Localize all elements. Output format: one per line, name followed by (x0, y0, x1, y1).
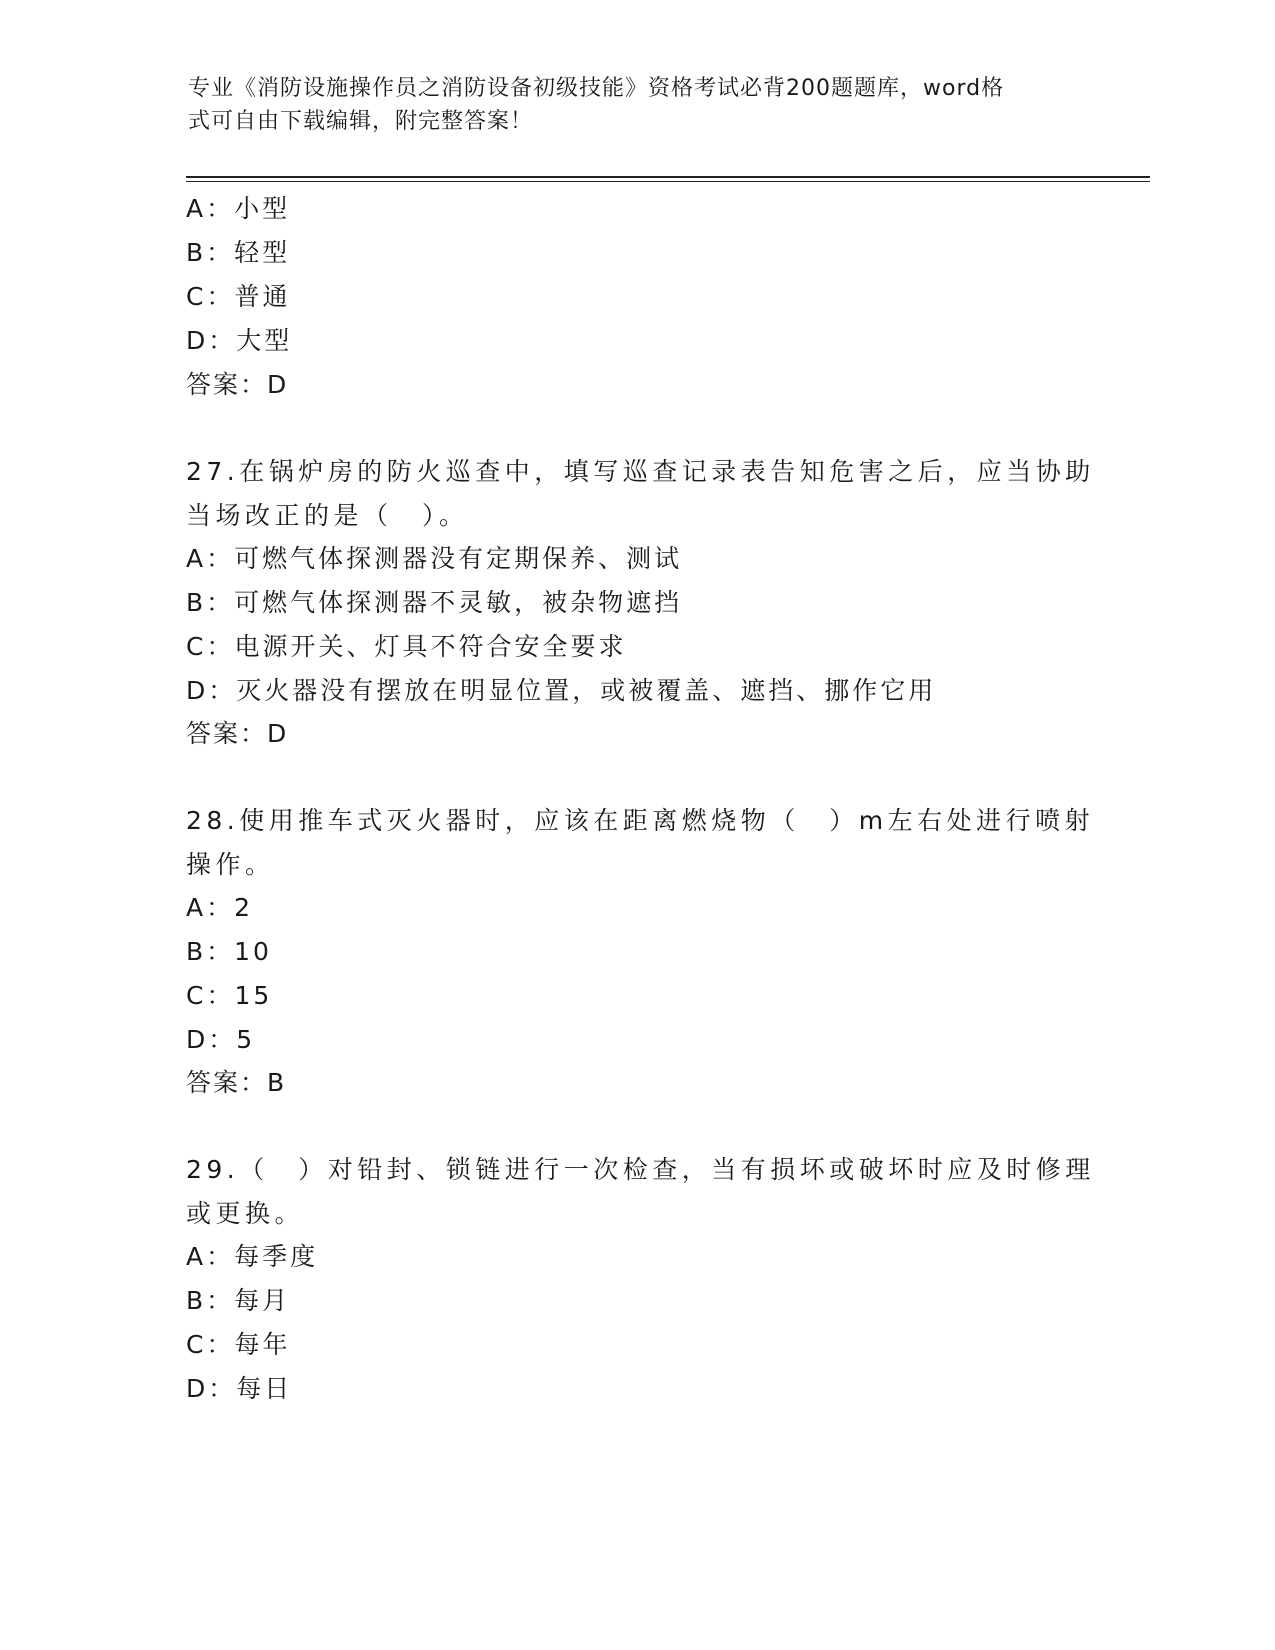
q28-option-b: B：10 (186, 937, 272, 966)
q28-option-a: A：2 (186, 893, 254, 922)
q26-option-a: A：小型 (186, 194, 291, 223)
q28-option-d: D：5 (186, 1025, 256, 1054)
q29-option-a: A：每季度 (186, 1242, 319, 1271)
q28-stem-line-1: 28.使用推车式灭火器时，应该在距离燃烧物（ ）m左右处进行喷射 (186, 806, 1095, 835)
q26-option-c: C：普通 (186, 282, 291, 311)
q27-stem-line-1: 27.在锅炉房的防火巡查中，填写巡查记录表告知危害之后，应当协助 (186, 457, 1095, 486)
header-line-1: 专业《消防设施操作员之消防设备初级技能》资格考试必背200题题库，word格 (188, 76, 1005, 101)
header-divider-thick (186, 176, 1150, 178)
q28-stem-line-2: 操作。 (186, 850, 275, 879)
q27-stem-line-2: 当场改正的是（ ）。 (186, 501, 469, 530)
q27-option-a: A：可燃气体探测器没有定期保养、测试 (186, 544, 683, 573)
q29-stem-line-1: 29.（ ）对铅封、锁链进行一次检查，当有损坏或破坏时应及时修理 (186, 1155, 1095, 1184)
q28-answer: 答案：B (186, 1068, 287, 1097)
q27-option-c: C：电源开关、灯具不符合安全要求 (186, 632, 627, 661)
header-divider-thin (186, 181, 1150, 182)
q29-option-c: C：每年 (186, 1330, 291, 1359)
q28-option-c: C：15 (186, 981, 273, 1010)
q29-option-d: D：每日 (186, 1374, 293, 1403)
q27-answer: 答案：D (186, 719, 289, 748)
q29-stem-line-2: 或更换。 (186, 1199, 305, 1228)
q26-option-d: D：大型 (186, 326, 293, 355)
q26-option-b: B：轻型 (186, 238, 291, 267)
q27-option-b: B：可燃气体探测器不灵敏，被杂物遮挡 (186, 588, 683, 617)
q29-option-b: B：每月 (186, 1286, 291, 1315)
q26-answer: 答案：D (186, 370, 289, 399)
q27-option-d: D：灭火器没有摆放在明显位置，或被覆盖、遮挡、挪作它用 (186, 676, 937, 705)
document-header (188, 72, 1068, 138)
header-line-2: 式可自由下载编辑，附完整答案！ (188, 109, 534, 134)
